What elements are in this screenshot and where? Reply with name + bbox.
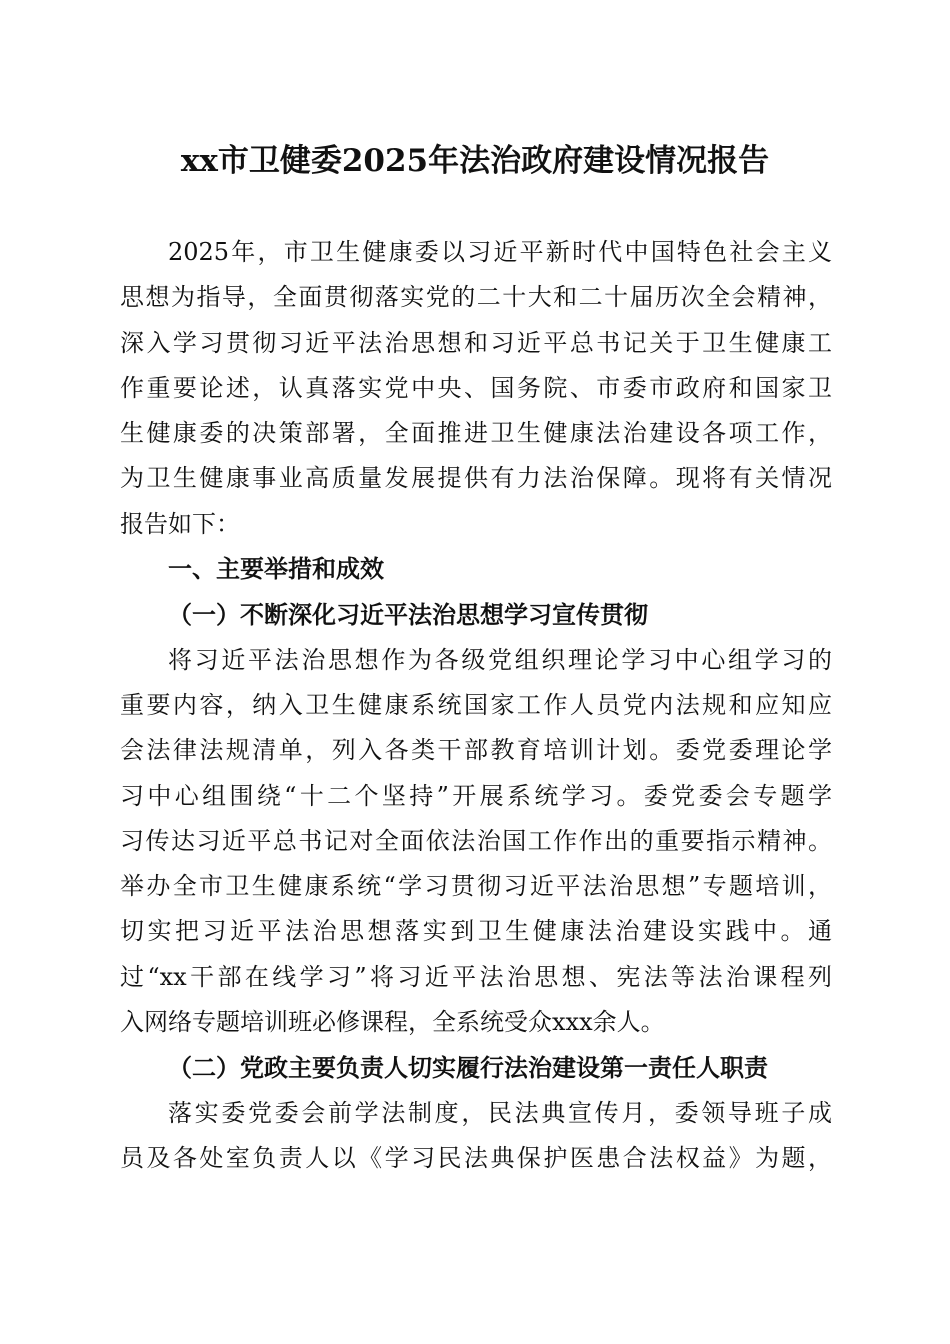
intro-line-7: 报告如下： xyxy=(120,509,240,538)
subsection1-line-4: 习中心组围绕“十二个坚持”开展系统学习。委党委会专题学 xyxy=(120,781,832,810)
intro-line-6: 为卫生健康事业高质量发展提供有力法治保障。现将有关情况 xyxy=(120,464,832,493)
subsection1-line-8: 过“xx干部在线学习”将习近平法治思想、宪法等法治课程列 xyxy=(120,962,832,991)
subsection1-line-5: 习传达习近平总书记对全面依法治国工作作出的重要指示精神。 xyxy=(120,826,832,855)
subsection2-line-1: 落实委党委会前学法制度，民法典宣传月，委领导班子成 xyxy=(168,1098,832,1127)
intro-line-4: 作重要论述，认真落实党中央、国务院、市委市政府和国家卫 xyxy=(120,373,832,402)
intro-line-3: 深入学习贯彻习近平法治思想和习近平总书记关于卫生健康工 xyxy=(120,328,832,357)
intro-line-5: 生健康委的决策部署，全面推进卫生健康法治建设各项工作， xyxy=(120,419,832,448)
subsection1-line-7: 切实把习近平法治思想落实到卫生健康法治建设实践中。通 xyxy=(120,917,832,946)
subsection1-line-3: 会法律法规清单，列入各类干部教育培训计划。委党委理论学 xyxy=(120,736,832,765)
subsection1-line-2: 重要内容，纳入卫生健康系统国家工作人员党内法规和应知应 xyxy=(120,690,832,719)
subsection1-line-9: 入网络专题培训班必修课程，全系统受众xxx余人。 xyxy=(120,1008,665,1037)
subsection-heading-2: （二）党政主要负责人切实履行法治建设第一责任人职责 xyxy=(168,1053,768,1083)
subsection1-line-1: 将习近平法治思想作为各级党组织理论学习中心组学习的 xyxy=(168,645,832,674)
document-body xyxy=(120,230,832,1181)
intro-line-2: 思想为指导，全面贯彻落实党的二十大和二十届历次全会精神， xyxy=(120,283,832,312)
subsection1-line-6: 举办全市卫生健康系统“学习贯彻习近平法治思想”专题培训， xyxy=(120,872,832,901)
subsection2-line-2: 员及各处室负责人以《学习民法典保护医患合法权益》为题， xyxy=(120,1143,832,1172)
subsection-heading-1: （一）不断深化习近平法治思想学习宣传贯彻 xyxy=(168,600,648,630)
intro-line-1: 2025年，市卫生健康委以习近平新时代中国特色社会主义 xyxy=(168,238,832,266)
section-heading-1: 一、主要举措和成效 xyxy=(168,555,384,584)
document-title: xx市卫健委2025年法治政府建设情况报告 xyxy=(180,143,770,179)
